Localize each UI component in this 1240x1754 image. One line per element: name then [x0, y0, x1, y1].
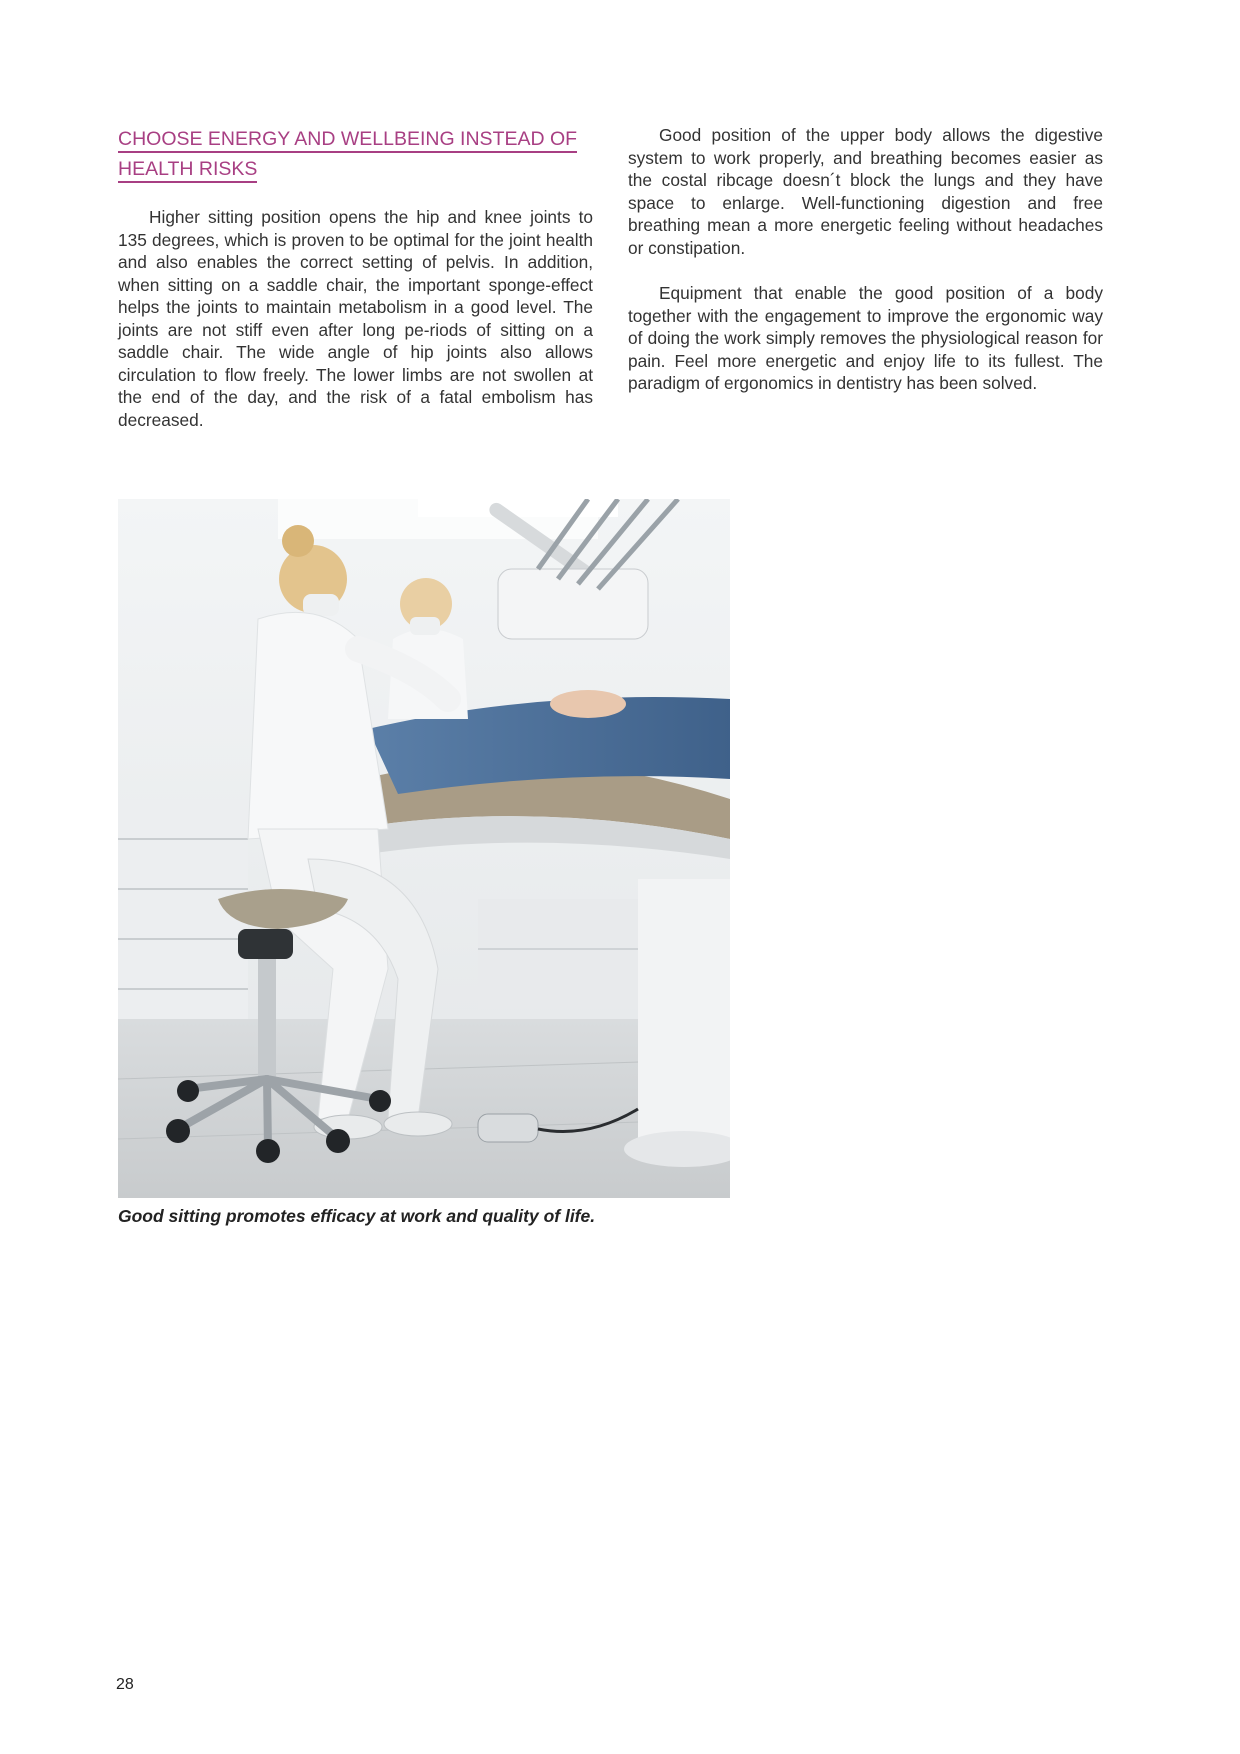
body-paragraph: Higher sitting position opens the hip and knee joints to 135 degrees, which is proven to be optimal for the joint health and also enables the correct setting of pelvis. In addition, when sitting on a saddle chair, the important sponge-effect helps the joints to maintain metabolism in a good level. The joints are not stiff even after long pe-riods of sitting on a saddle chair. The wide angle of hip joints also allows circulation to flow freely. The lower limbs are not swollen at the end of the day, and the risk of a fatal embolism has decreased.: [118, 207, 593, 430]
left-column: [118, 124, 593, 454]
body-paragraph: Good position of the upper body allows the digestive system to work properly, and breathing becomes easier as the costal ribcage doesn´t block the lungs and they have space to enlarge. Well-functioning digestion and free breathing mean a more energetic feeling without headaches or constipation.: [628, 125, 1103, 258]
dental-clinic-photo: [118, 499, 730, 1198]
page-number: 28: [116, 1676, 134, 1693]
body-paragraph: Equipment that enable the good position of a body together with the engagement to improve the ergonomic way of doing the work simply removes the physiological reason for pain. Feel more energetic and enjoy life to its fullest. The paradigm of ergonomics in dentistry has been solved.: [628, 283, 1103, 393]
right-column: [628, 124, 1103, 418]
figure-caption: Good sitting promotes efficacy at work and quality of life.: [118, 1206, 596, 1226]
section-heading: CHOOSE ENERGY AND WELLBEING INSTEAD OF HEALTH RISKS: [118, 124, 593, 184]
